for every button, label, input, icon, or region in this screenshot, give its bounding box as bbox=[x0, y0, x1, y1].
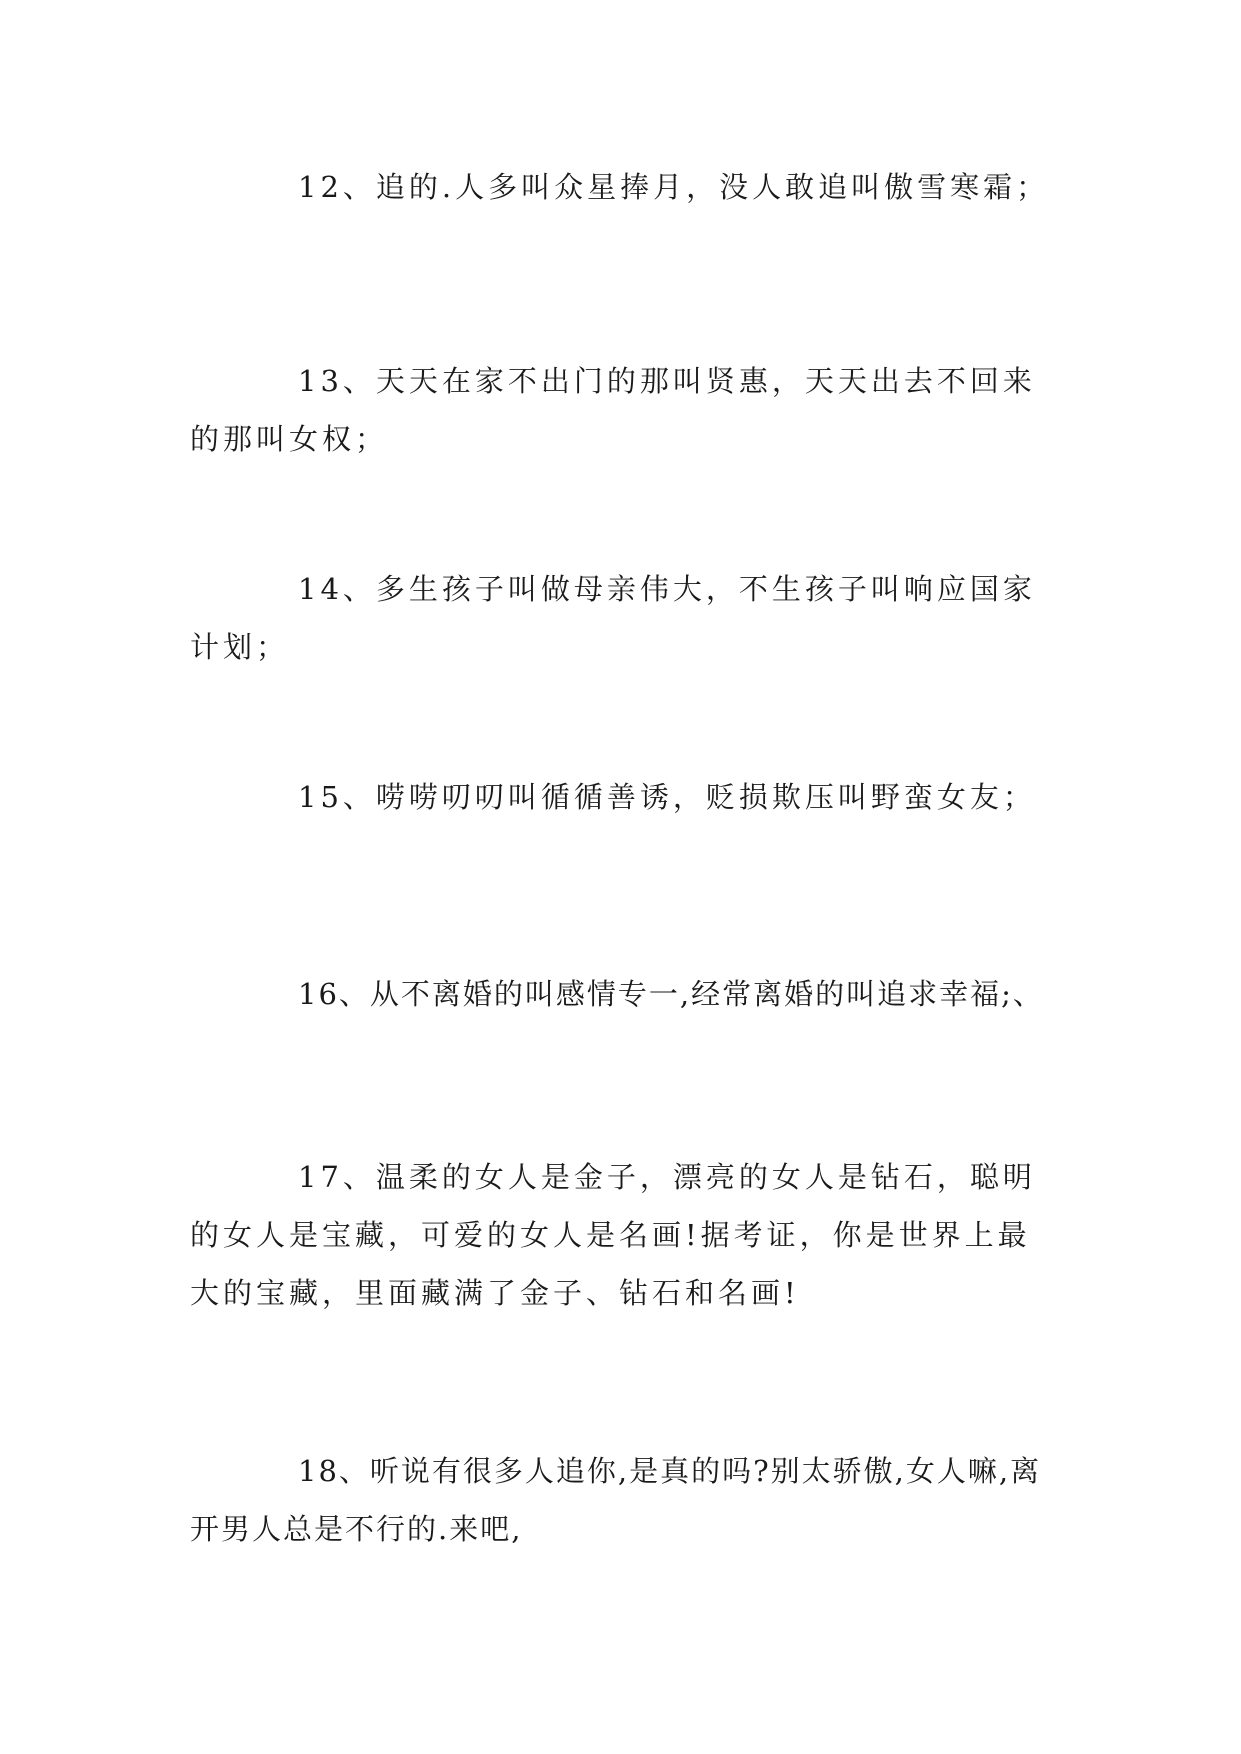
paragraph-17: 17、温柔的女人是金子，漂亮的女人是钻石，聪明的女人是宝藏，可爱的女人是名画!据考证，你是世界上最大的宝藏，里面藏满了金子、钻石和名画! bbox=[190, 1160, 1036, 1310]
paragraph-12: 12、追的.人多叫众星捧月，没人敢追叫傲雪寒霜； bbox=[298, 170, 1050, 204]
paragraph-14: 14、多生孩子叫做母亲伟大，不生孩子叫响应国家计划； bbox=[190, 572, 1036, 664]
paragraph-16: 16、从不离婚的叫感情专一,经常离婚的叫追求幸福;、 bbox=[298, 977, 1044, 1011]
paragraph-15: 15、唠唠叨叨叫循循善诱，贬损欺压叫野蛮女友； bbox=[298, 780, 1036, 814]
paragraph-18: 18、听说有很多人追你,是真的吗?别太骄傲,女人嘛,离开男人总是不行的.来吧, bbox=[190, 1454, 1042, 1546]
paragraph-13: 13、天天在家不出门的那叫贤惠，天天出去不回来的那叫女权； bbox=[190, 364, 1036, 456]
